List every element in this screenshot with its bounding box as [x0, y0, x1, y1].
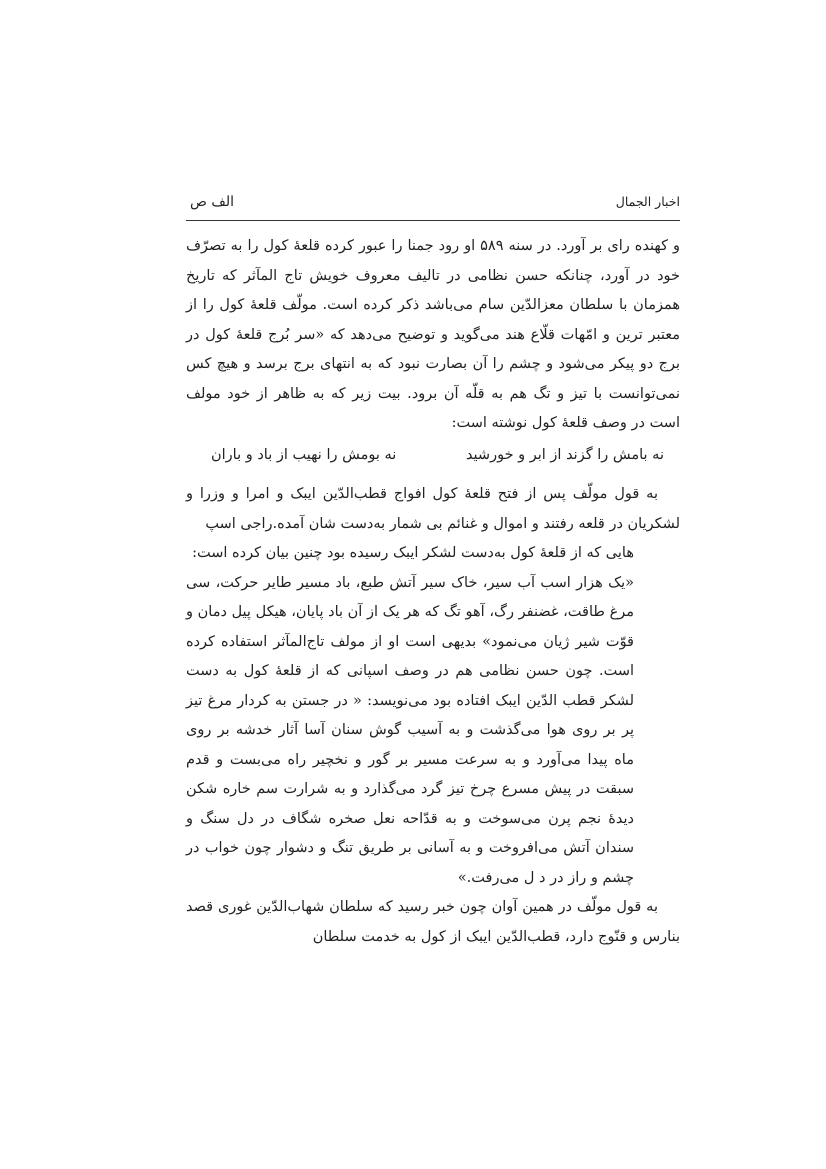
block-quote: «یک هزار اسب آب سیر، خاک سیر آتش طبع، باد مسیر طایر حرکت، سی مرغ طاقت، غضنفر رگ، آهو تگ که هر یک از آن باد پایان، هیکل پیل دمان و قوّت شیر ژیان می‌نمود» بدیهی است او از مولف تاج‌المآثر استفاده کرده است. چون حسن نظامی هم در وصف اسپانی که از قلعهٔ کول به دست لشکر قطب الدّین ایبک افتاده بود می‌نویسد: « در جستن به کردار مرغ تیز پر بر روی هوا می‌گذشت و به آسیب گوش سنان آسا آثار خدشه بر روی ماه پیدا می‌آورد و به سرعت مسیر بر گور و نخچیر راه می‌بست و قدم سبقت در پیش مسرع چرخ تیز گرد می‌گذارد و به شرارت سم خاره شکن دیدهٔ نجم پرن می‌سوخت و به قدّاحه نعل صخره شگاف در دل سنگ و سندان آتش می‌افروخت و به آسانی بر طریق تنگ و دشوار چون خواب در چشم و راز در د ل می‌رفت.» — [186, 574, 634, 886]
verse-hemistich-left: نه بومش را نهیب از باد و باران — [211, 446, 397, 463]
page-number: الف ص — [190, 194, 235, 210]
paragraph: به قول مولّف در همین آوان چون خبر رسید که سلطان شهاب‌الدّین غوری قصد بنارس و قنّوج دارد، قطب‌الدّین ایبک از کول به خدمت سلطان — [186, 899, 680, 945]
body-text — [186, 232, 680, 952]
paragraph: و کهنده رای بر آورد. در سنه ۵۸۹ او رود جمنا را عبور کرده قلعهٔ کول را به تصرّف خود در آورد، چنانکه حسن نظامی در تالیف معروف خویش تاج المآثر که تاریخ همزمان با سلطان معزالدّین سام می‌باشد ذکر کرده است. مولّف قلعهٔ کول را از معتبر ترین و امّهات قلّاع هند می‌گوید و توضیح می‌دهد که «سر بُرج قلعهٔ کول در برج دو پیکر می‌شود و چشم را آن بصارت نبود که به انتهای برج برسد و هیچ کس نمی‌توانست با تیز و تگ هم به قلّه آن برود. بیت زیر که به ظاهر از خود مولف است در وصف قلعهٔ کول نوشته است: — [186, 238, 680, 431]
verse — [211, 441, 664, 471]
running-header — [186, 192, 680, 221]
book-title: اخبار الجمال — [615, 194, 680, 209]
paragraph-continuation: هایی که از قلعهٔ کول به‌دست لشکر ایبک رسیده بود چنین بیان کرده است: — [192, 545, 634, 561]
paragraph: به قول مولّف پس از فتح قلعهٔ کول افواج قطب‌الدّین ایبک و امرا و وزرا و لشکریان در قلعه رفتند و اموال و غنائم بی شمار به‌دست شان آمده.راجی اسپ — [186, 486, 680, 532]
verse-hemistich-right: نه بامش را گزند از ابر و خورشید — [465, 446, 664, 463]
